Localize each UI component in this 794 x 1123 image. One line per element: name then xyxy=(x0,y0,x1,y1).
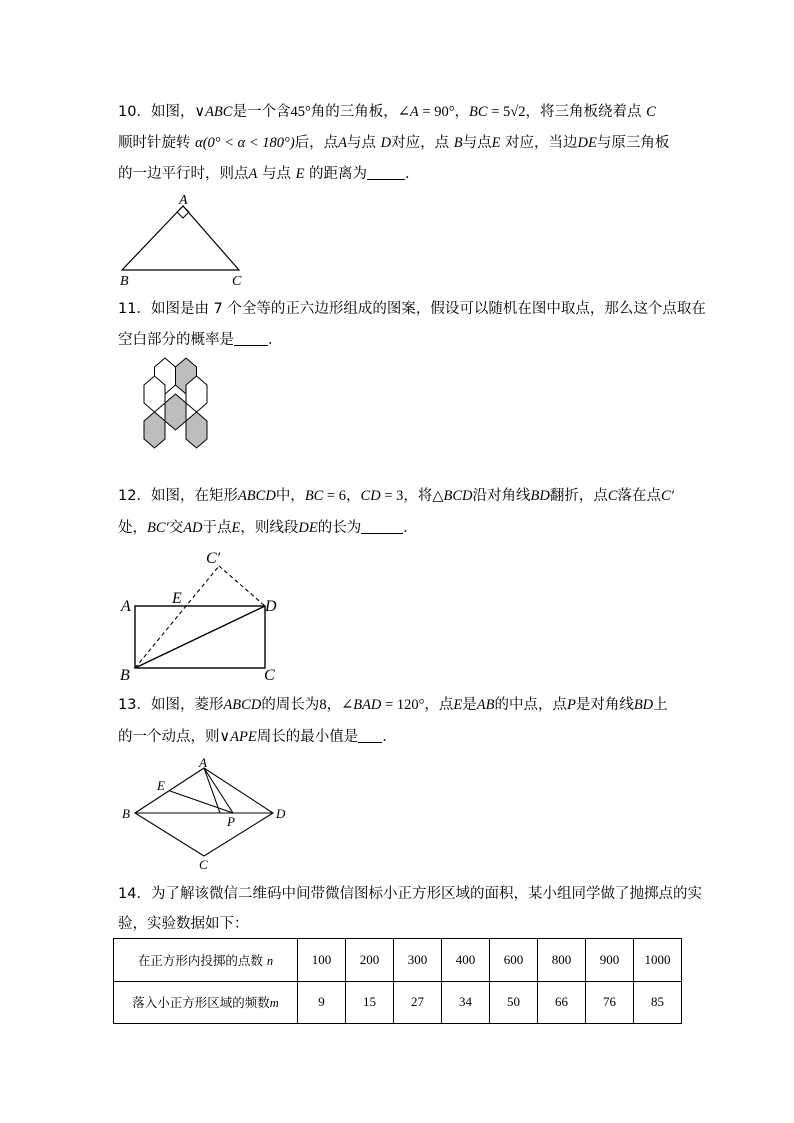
label-C: C xyxy=(232,274,242,289)
label-E: E xyxy=(157,778,165,793)
segment-a-diag xyxy=(204,768,220,813)
label-B: B xyxy=(120,667,130,684)
segment-ap xyxy=(204,768,233,813)
label-C-prime: C′ xyxy=(206,550,221,567)
cell-n-7: 1000 xyxy=(634,939,682,982)
label-A: A xyxy=(199,755,207,770)
cell-m-1: 15 xyxy=(346,981,394,1024)
label-P: P xyxy=(227,814,235,829)
diagonal-bd xyxy=(135,606,265,668)
label-A: A xyxy=(121,598,131,615)
row-label-n: 在正方形内投掷的点数 n xyxy=(114,939,298,982)
q12-line-2: 处，BC′交AD于点E，则线段DE的长为 ． xyxy=(118,520,418,536)
q13-rhombus-figure xyxy=(115,755,295,875)
hexagon-mid-center-shaded xyxy=(165,394,186,430)
q10-line-3: 的一边平行时，则点A 与点 E 的距离为 ． xyxy=(118,166,420,182)
q10-triangle-figure xyxy=(110,190,260,290)
table-row-m xyxy=(114,981,682,1024)
cell-m-2: 27 xyxy=(394,981,442,1024)
label-D: D xyxy=(276,806,286,821)
q13-line-1: 13．如图，菱形ABCD的周长为8，∠BAD = 120°，点E是AB的中点，点P是对角线BD上 xyxy=(118,697,668,713)
cell-m-6: 76 xyxy=(586,981,634,1024)
segment-ep xyxy=(170,791,233,813)
cell-n-0: 100 xyxy=(298,939,346,982)
cell-m-5: 66 xyxy=(538,981,586,1024)
experiment-data-table xyxy=(113,938,682,1024)
hexagon-bottom-left-shaded xyxy=(144,412,165,448)
q12-line-1: 12．如图，在矩形ABCD中，BC = 6，CD = 3，将△BCD沿对角线BD翻折，点C落在点C′ xyxy=(118,488,674,504)
q11-line-2: 空白部分的概率是 ． xyxy=(118,332,283,348)
rhombus-abcd xyxy=(135,768,273,856)
label-E: E xyxy=(172,590,182,607)
cell-m-7: 85 xyxy=(634,981,682,1024)
q13-answer-blank[interactable] xyxy=(358,728,382,743)
q12-answer-blank[interactable] xyxy=(361,519,403,534)
q11-answer-blank[interactable] xyxy=(234,331,268,346)
row-label-m: 落入小正方形区域的频数m xyxy=(114,981,298,1024)
cell-n-2: 300 xyxy=(394,939,442,982)
q14-line-1: 14．为了解该微信二维码中间带微信图标小正方形区域的面积，某小组同学做了抛掷点的实 xyxy=(118,886,702,902)
cell-n-4: 600 xyxy=(490,939,538,982)
label-D: D xyxy=(265,598,277,615)
label-C: C xyxy=(264,667,275,684)
fold-line-bc-prime xyxy=(135,566,219,668)
q12-rectangle-figure xyxy=(115,545,290,685)
q11-hexagon-figure xyxy=(115,357,240,477)
cell-m-3: 34 xyxy=(442,981,490,1024)
hexagon-bottom-right-shaded xyxy=(186,412,207,448)
label-C: C xyxy=(199,857,208,872)
q10-answer-blank[interactable] xyxy=(367,165,405,180)
q11-line-1: 11．如图是由 7 个全等的正六边形组成的图案，假设可以随机在图中取点，那么这个点取在 xyxy=(118,301,706,317)
q10-line-2: 顺时针旋转 α(0° < α < 180°)后，点A与点 D对应，点 B与点E 对应，当边DE与原三角板 xyxy=(118,135,670,151)
q14-line-2: 验，实验数据如下： xyxy=(118,916,249,932)
label-B: B xyxy=(122,806,130,821)
cell-m-4: 50 xyxy=(490,981,538,1024)
cell-n-3: 400 xyxy=(442,939,490,982)
q10-line-1: 10．如图，∨ABC是一个含45°角的三角板，∠A = 90°，BC = 5√2，将三角板绕着点 C xyxy=(118,104,656,120)
cell-n-6: 900 xyxy=(586,939,634,982)
table-row-n xyxy=(114,939,682,982)
cell-n-5: 800 xyxy=(538,939,586,982)
cell-m-0: 9 xyxy=(298,981,346,1024)
label-B: B xyxy=(120,274,129,289)
label-A: A xyxy=(179,193,188,208)
q13-line-2: 的一个动点，则∨APE周长的最小值是 ． xyxy=(118,729,397,745)
fold-line-c-prime-d xyxy=(219,566,265,606)
hexagon-pattern xyxy=(144,358,207,448)
cell-n-1: 200 xyxy=(346,939,394,982)
